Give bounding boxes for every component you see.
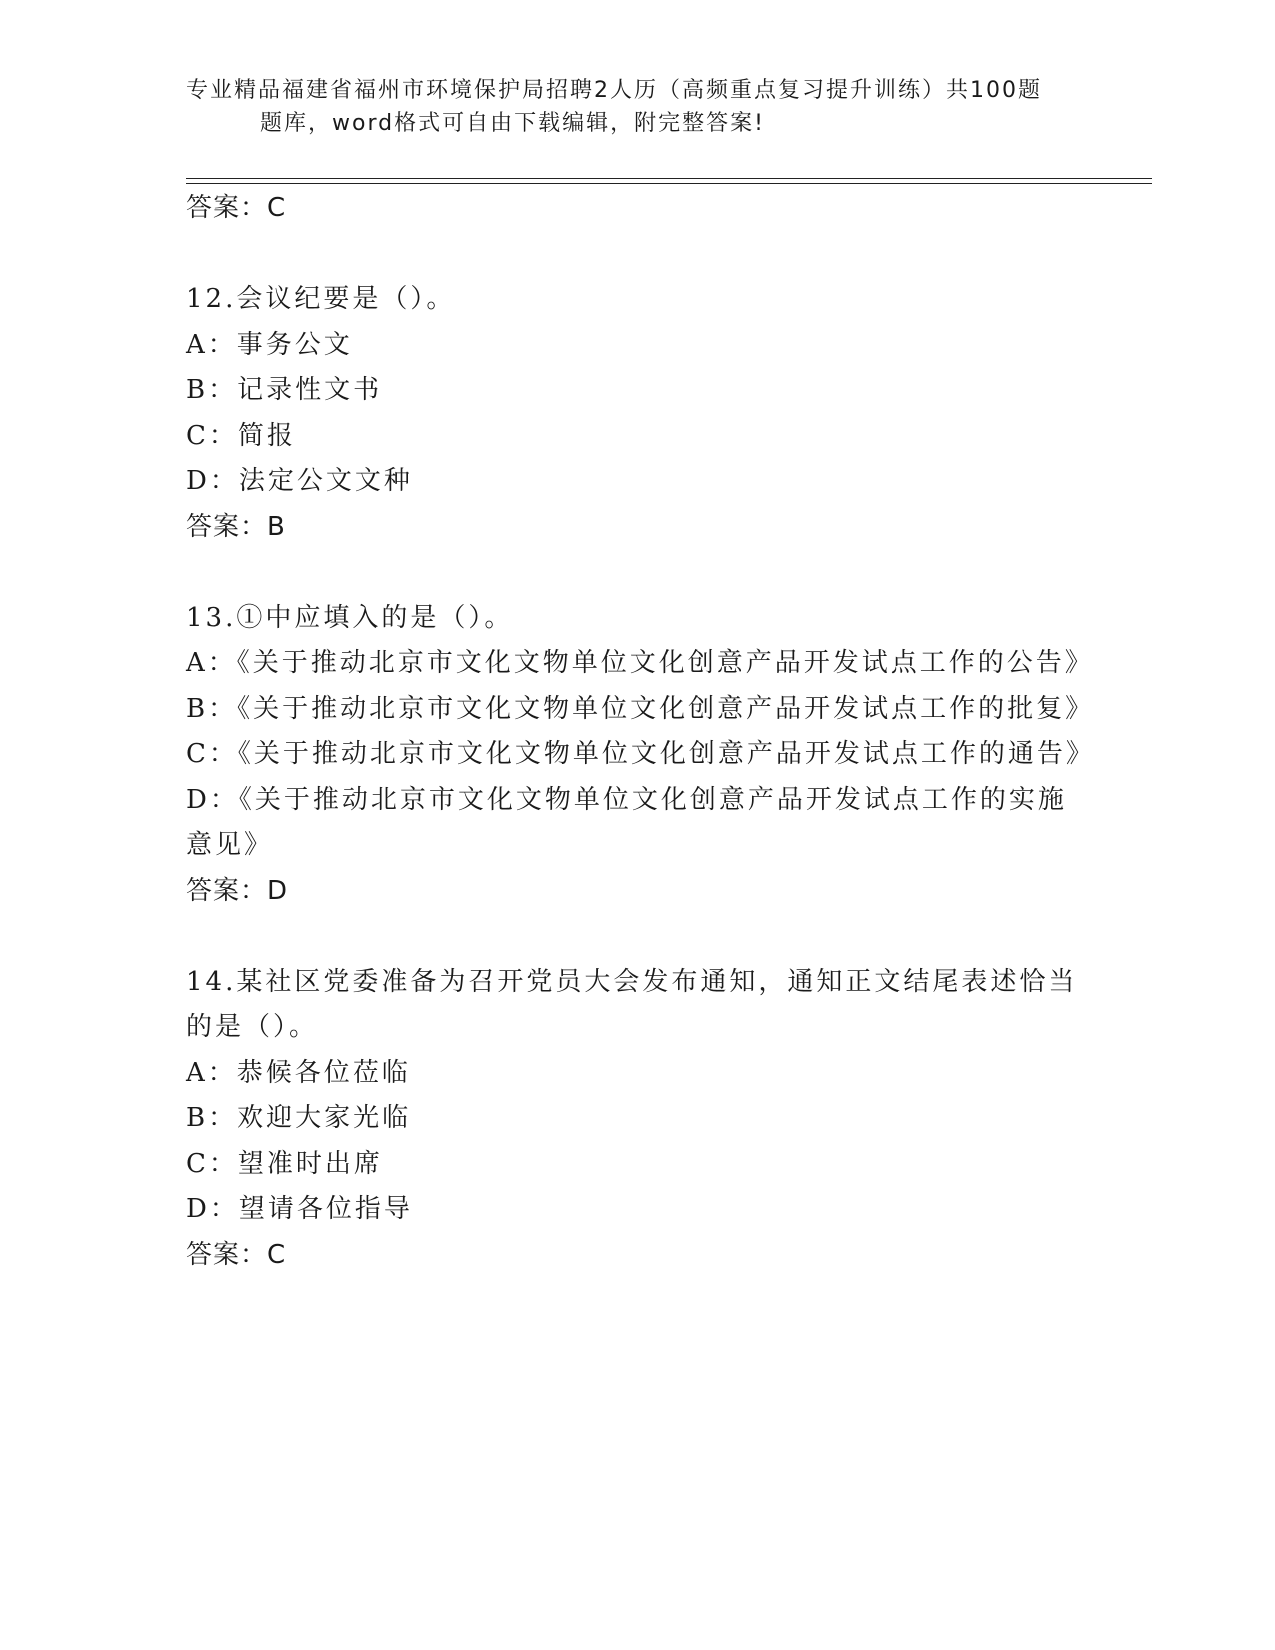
option-b: B：欢迎大家光临 xyxy=(186,1103,412,1133)
option-a: A：事务公文 xyxy=(186,329,353,360)
header-line-1: 专业精品福建省福州市环境保护局招聘2人历（高频重点复习提升训练）共100题 xyxy=(186,78,1042,103)
question-stem: 12.会议纪要是（）。 xyxy=(186,284,456,314)
header-rule-bottom xyxy=(186,183,1152,184)
option-a: A：恭候各位莅临 xyxy=(186,1057,411,1088)
option-c: C：望准时出席 xyxy=(186,1148,383,1179)
option-b: B：《关于推动北京市文化文物单位文化创意产品开发试点工作的批复》 xyxy=(186,693,1095,724)
option-d: D：《关于推动北京市文化文物单位文化创意产品开发试点工作的实施意见》 xyxy=(186,784,1067,860)
option-d: D：法定公文文种 xyxy=(186,466,413,496)
question-12 xyxy=(186,277,1086,550)
header-rule-top xyxy=(186,178,1152,179)
answer: 答案：D xyxy=(186,875,289,906)
question-stem: 13.①中应填入的是（）。 xyxy=(186,602,514,633)
option-c: C：《关于推动北京市文化文物单位文化创意产品开发试点工作的通告》 xyxy=(186,739,1095,769)
document-body xyxy=(186,186,1095,1278)
question-13 xyxy=(186,596,1095,915)
answer-prev: 答案：C xyxy=(186,193,287,223)
option-c: C：简报 xyxy=(186,420,296,451)
option-a: A：《关于推动北京市文化文物单位文化创意产品开发试点工作的公告》 xyxy=(186,648,1094,678)
answer: 答案：B xyxy=(186,511,286,542)
option-d: D：望请各位指导 xyxy=(186,1194,413,1224)
question-14 xyxy=(186,960,1086,1279)
question-stem: 14.某社区党委准备为召开党员大会发布通知，通知正文结尾表述恰当的是（）。 xyxy=(186,966,1078,1042)
option-b: B：记录性文书 xyxy=(186,375,383,405)
document-header xyxy=(186,74,1086,140)
answer: 答案：C xyxy=(186,1239,287,1270)
header-line-2: 题库，word格式可自由下载编辑，附完整答案! xyxy=(260,111,765,136)
